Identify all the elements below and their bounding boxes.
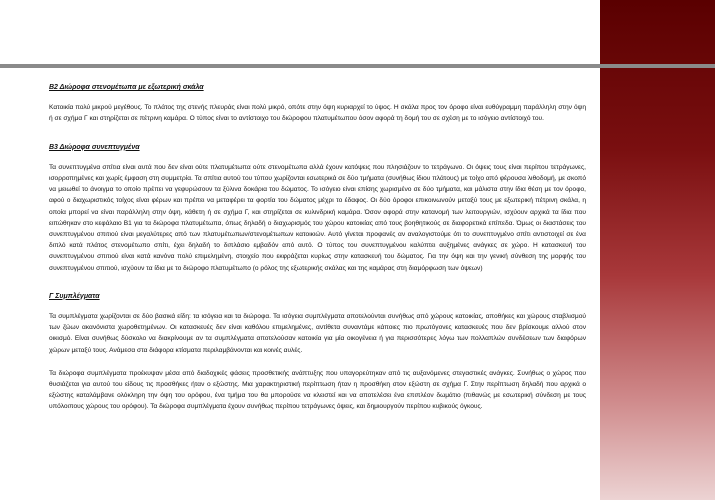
section-heading: Β2 Διώροφα στενομέτωπα με εξωτερική σκάλα xyxy=(49,84,204,91)
section-heading: Β3 Διώροφα συνεπτυγμένα xyxy=(49,143,140,151)
paragraph: Τα διώροφα συμπλέγματα προέκυψαν μέσα από διαδοχικές φάσεις προσθετικής ανάπτυξης που υπαγορεύτηκαν από τις αυξανόμενες στεγαστικές ανάγκες. Συνήθως ο χώρος που θυσιάζεται για αυτού του είδους τις προσθήκες ήταν ο εξώστης. Μια χαρακτηριστική περίπτωση ήταν η προσθήκη στον εξώστη σε σχήμα Γ. Στην περίπτωση δηλαδή που αρχικά ο εξώστης καταλάμβανε ολόκληρη την όψη του ορόφου, ένα τμήμα του θα μπορούσε να κλειστεί και να αποτελέσει ένα επιπλέον δωμάτιο (πιθανώς με εσωτερική σύνδεση με τους υπόλοιπους χώρους του ορόφου). Τα διώροφα συμπλέγματα έχουν συνήθως περίπου τετράγωνες όψεις, και δημιουργούν περίπου κυβικούς όγκους. xyxy=(49,369,586,411)
section-heading: Γ Συμπλέγματα xyxy=(49,292,100,300)
decorative-red-gradient-band xyxy=(600,0,715,500)
paragraph: Τα συνεπτυγμένα σπίτια είναι αυτά που δεν είναι ούτε πλατυμέτωπα ούτε στενομέτωπα αλλά έχουν κατόψεις που πλησιάζουν το τετράγωνο. Οι όψεις τους είναι περίπου τετράγωνες, ισορροπημένες και χωρίς έμφαση στη συμμετρία. Τα σπίτια αυτού του τύπου χωρίζονται εσωτερικά σε δύο τμήματα (συνήθως ίδιου πλάτους) με τοίχο από φέρουσα λιθοδομή, με σκοπό να μειωθεί το άνοιγμα το οποίο πρέπει να γεφυρώσουν τα ξύλινα δοκάρια του δώματος. Το ισόγειο είναι επίσης χωρισμένο σε δύο τμήματα, και μάλιστα στην ίδια θέση με τον όροφο, αφού ο διαχωριστικός τοίχος είναι φέρων και πρέπει να μεταφέρει τα φορτία του δώματος μέχρι το έδαφος. Οι δύο όροφοι επικοινωνούν μεταξύ τους με εξωτερική πέτρινη σκάλα, η οποία μπορεί να είναι παράλληλη στην όψη, κάθετη ή σε σχήμα Γ, και στηρίζεται σε κυλινδρική καμάρα. Όσον αφορά στην κατανομή των λειτουργιών, ισχύουν αρχικά τα ίδια που ειπώθηκαν στο κεφάλαιο Β1 για τα διώροφα πλατυμέτωπα, όπως δηλαδή ο διαχωρισμός του χώρου κατοικίας από τους βοηθητικούς σε διαφορετικά επίπεδα. Όμως οι διαστάσεις του συνεπτυγμένου σπιτιού είναι μεγαλύτερες από των πλατυμέτωπων/στενομέτωπων κατοικιών. Αυτό γίνεται προφανές αν αναλογιστούμε ότι το συνεπτυγμένο σπίτι αντιστοιχεί σε ένα διπλό κατά πλάτος στενομέτωπο σπίτι, έχει δηλαδή το διπλάσιο εμβαδόν από αυτό. Ο τύπος του συνεπτυγμένου καλύπτει αυξημένες ανάγκες σε χώρο. Η κατασκευή του συνεπτυγμένου σπιτιού είναι κατά κανόνα πολύ επιμελημένη, στοιχείο που εκφράζεται κυρίως στην κατασκευή του δώματος. Για την όψη και την γενική σύνθεση της μορφής του συνεπτυγμένου σπιτιού, ισχύουν τα ίδια με το διώροφο πλατυμέτωπο (ο ρόλος της εξωτερικής σκάλας και της καμάρας στη διαμόρφωση των όψεων) xyxy=(49,163,586,272)
document-page xyxy=(49,82,586,430)
paragraph: Τα συμπλέγματα χωρίζονται σε δύο βασικά είδη: τα ισόγεια και τα διώροφα. Τα ισόγεια συμπλέγματα αποτελούνται συνήθως από χώρους κατοικίας, αποθήκες και χώρους σταβλισμού των ζώων ακανόνιστα χωροθετημένων. Οι κατασκευές δεν είναι καθόλου επιμελημένες, αντίθετα συναντάμε κάποιες πιο πρωτόγονες κατασκευές που δεν βρίσκουμε αλλού στον οικισμό. Είναι συνήθως δύσκολο να διακρίνουμε αν τα συμπλέγματα αποτελούσαν κατοικία για μία οικογένεια ή για περισσότερες λόγω των πολλαπλών συνδέσεων των διαφόρων χώρων μεταξύ τους. Ανάμεσα στα διάφορα κτίσματα περιλαμβάνονται και κοινές αυλές. xyxy=(49,313,586,354)
header-divider-bar xyxy=(0,64,715,68)
section-g xyxy=(49,291,586,413)
paragraph: Κατοικία πολύ μικρού μεγέθους. Το πλάτος της στενής πλευράς είναι πολύ μικρό, οπότε στην όψη κυριαρχεί το ύψος. Η σκάλα προς τον όροφο είναι ευθύγραμμη παράλληλη στην όψη ή σε σχήμα Γ και στηρίζεται σε πέτρινη καμάρα. Ο τύπος είναι το αντίστοιχο του διώροφου πλατυμέτωπου όσον αφορά τη δομή του σε σχέση με το ισόγειο αντίστοιχό του. xyxy=(49,104,586,123)
section-b3 xyxy=(49,142,586,274)
section-b2 xyxy=(49,82,586,125)
